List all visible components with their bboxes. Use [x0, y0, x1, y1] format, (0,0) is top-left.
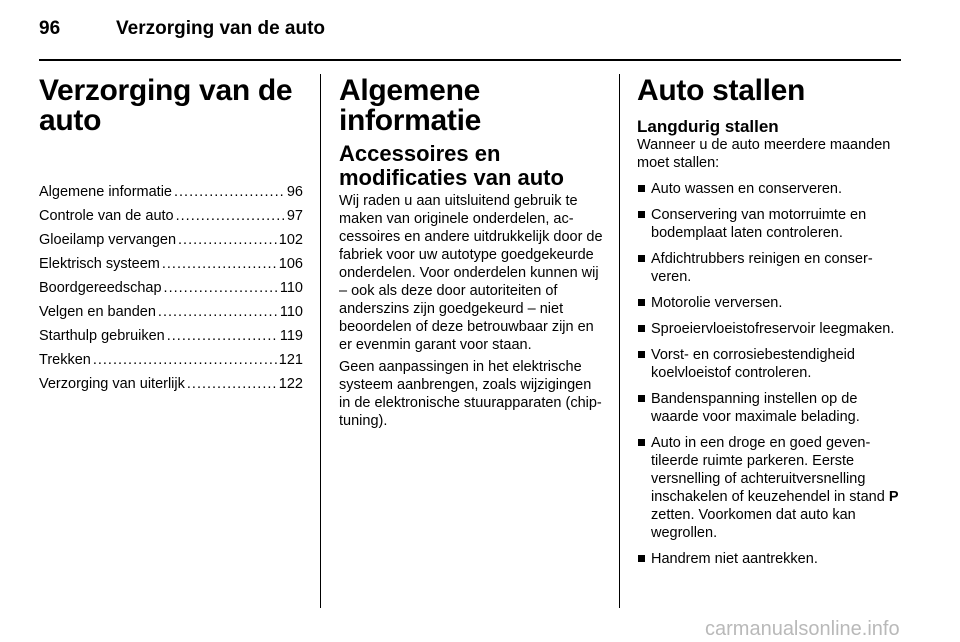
- list-item-text: Bandenspanning instellen op de waarde voor maximale belading.: [651, 391, 860, 425]
- running-title: Verzorging van de auto: [116, 18, 326, 39]
- body-paragraph: Wij raden u aan uitsluitend gebruik te maken van originele onderdelen, accessoires en andere uitdrukkelijk door de fabriek voor uw autotype goedgekeurde onderdelen. Voor onderdelen kunnen wij – ook als deze door autoriteiten of anderszins zijn goedgekeurd – niet beoordelen of deze betrouwbaar zijn en er evenmin garant voor staan.: [339, 193, 603, 353]
- list-item-text: Motorolie verversen.: [651, 295, 783, 311]
- toc-leader: [158, 300, 278, 324]
- toc-leader: [174, 180, 285, 204]
- toc-entry-title: Elektrisch systeem: [39, 256, 160, 272]
- list-item-text: Conservering van motorruimte en bodemplaat laten controleren.: [651, 207, 867, 241]
- toc-column: [39, 76, 303, 396]
- subsection-title: Langdurig stallen: [637, 117, 779, 136]
- bullet-square-icon: [638, 439, 645, 446]
- toc-entry[interactable]: [39, 204, 303, 228]
- bullet-square-icon: [638, 185, 645, 192]
- bullet-square-icon: [638, 255, 645, 262]
- storage-checklist: [637, 180, 901, 568]
- toc-entry[interactable]: [39, 372, 303, 396]
- toc-entry-page: 110: [279, 304, 303, 320]
- intro-paragraph: Wanneer u de auto meerdere maanden moet stallen:: [637, 137, 891, 171]
- chapter-title: Verzorging van de auto: [39, 74, 293, 137]
- page-header: [39, 18, 901, 48]
- toc-entry-title: Verzorging van uiterlijk: [39, 376, 185, 392]
- bullet-square-icon: [638, 325, 645, 332]
- list-item-text: Auto in een droge en goed geventileerde ruimte parkeren. Eerste versnelling of achteruitversnelling inschakelen of keuzehendel in stand: [651, 435, 889, 505]
- list-item: [637, 250, 901, 286]
- toc-entry-title: Velgen en banden: [39, 304, 156, 320]
- bullet-square-icon: [638, 351, 645, 358]
- toc-entry-page: 96: [286, 184, 303, 200]
- toc-leader: [176, 204, 285, 228]
- list-item-text: Afdichtrubbers reinigen en conserveren.: [651, 251, 873, 285]
- toc-entry-page: 106: [278, 256, 303, 272]
- toc-entry-page: 102: [278, 232, 303, 248]
- column-divider-1: [320, 74, 321, 608]
- page-number: 96: [39, 18, 61, 39]
- list-item-text: Sproeiervloeistofreservoir leegmaken.: [651, 321, 895, 337]
- list-item-text: Handrem niet aantrekken.: [651, 551, 818, 567]
- toc-entry-title: Controle van de auto: [39, 208, 174, 224]
- gear-position-p: P: [888, 489, 899, 505]
- toc-entry-title: Boordgereedschap: [39, 280, 162, 296]
- toc-entry-title: Trekken: [39, 352, 91, 368]
- list-item-text: zetten. Voorkomen dat auto kan wegrollen.: [651, 507, 856, 541]
- toc-leader: [93, 348, 277, 372]
- toc-entry-page: 119: [279, 328, 303, 344]
- toc-entry-page: 97: [286, 208, 303, 224]
- body-paragraph: Geen aanpassingen in het elektrische systeem aanbrengen, zoals wijzigingen in de elektronische stuurapparaten (chip-tuning).: [339, 359, 602, 429]
- list-item: [637, 294, 901, 312]
- toc-entry-page: 122: [278, 376, 303, 392]
- toc-entry[interactable]: [39, 324, 303, 348]
- list-item: [637, 180, 901, 198]
- section-title: Auto stallen: [637, 74, 806, 107]
- list-item-text: Vorst- en corrosiebestendigheid koelvloeistof controleren.: [651, 347, 855, 381]
- toc-entry[interactable]: [39, 300, 303, 324]
- bullet-square-icon: [638, 555, 645, 562]
- toc-entry-page: 110: [279, 280, 303, 296]
- subsection-title: Accessoires en modificaties van auto: [339, 141, 564, 190]
- list-item: [637, 434, 901, 542]
- toc-entry[interactable]: [39, 180, 303, 204]
- list-item: [637, 206, 901, 242]
- watermark: carmanualsonline.info: [705, 618, 900, 640]
- bullet-square-icon: [638, 211, 645, 218]
- bullet-square-icon: [638, 395, 645, 402]
- list-item: [637, 390, 901, 426]
- toc-leader: [164, 276, 278, 300]
- toc-leader: [167, 324, 278, 348]
- storage-column: [637, 76, 901, 576]
- toc-entry[interactable]: [39, 252, 303, 276]
- header-rule: [39, 59, 901, 61]
- toc-entry-page: 121: [278, 352, 303, 368]
- list-item: [637, 550, 901, 568]
- toc-leader: [178, 228, 277, 252]
- list-item: [637, 346, 901, 382]
- section-title: Algemene informatie: [339, 74, 482, 137]
- toc-entry[interactable]: [39, 276, 303, 300]
- toc-entry[interactable]: [39, 348, 303, 372]
- toc-entry-title: Gloeilamp vervangen: [39, 232, 177, 248]
- toc-entry-title: Starthulp gebruiken: [39, 328, 165, 344]
- toc-entry-title: Algemene informatie: [39, 184, 172, 200]
- table-of-contents: [39, 180, 303, 396]
- list-item: [637, 320, 901, 338]
- general-info-column: [339, 76, 605, 434]
- column-divider-2: [619, 74, 620, 608]
- list-item-text: Auto wassen en conserveren.: [651, 181, 843, 197]
- toc-entry[interactable]: [39, 228, 303, 252]
- bullet-square-icon: [638, 299, 645, 306]
- toc-leader: [162, 252, 277, 276]
- toc-leader: [187, 372, 277, 396]
